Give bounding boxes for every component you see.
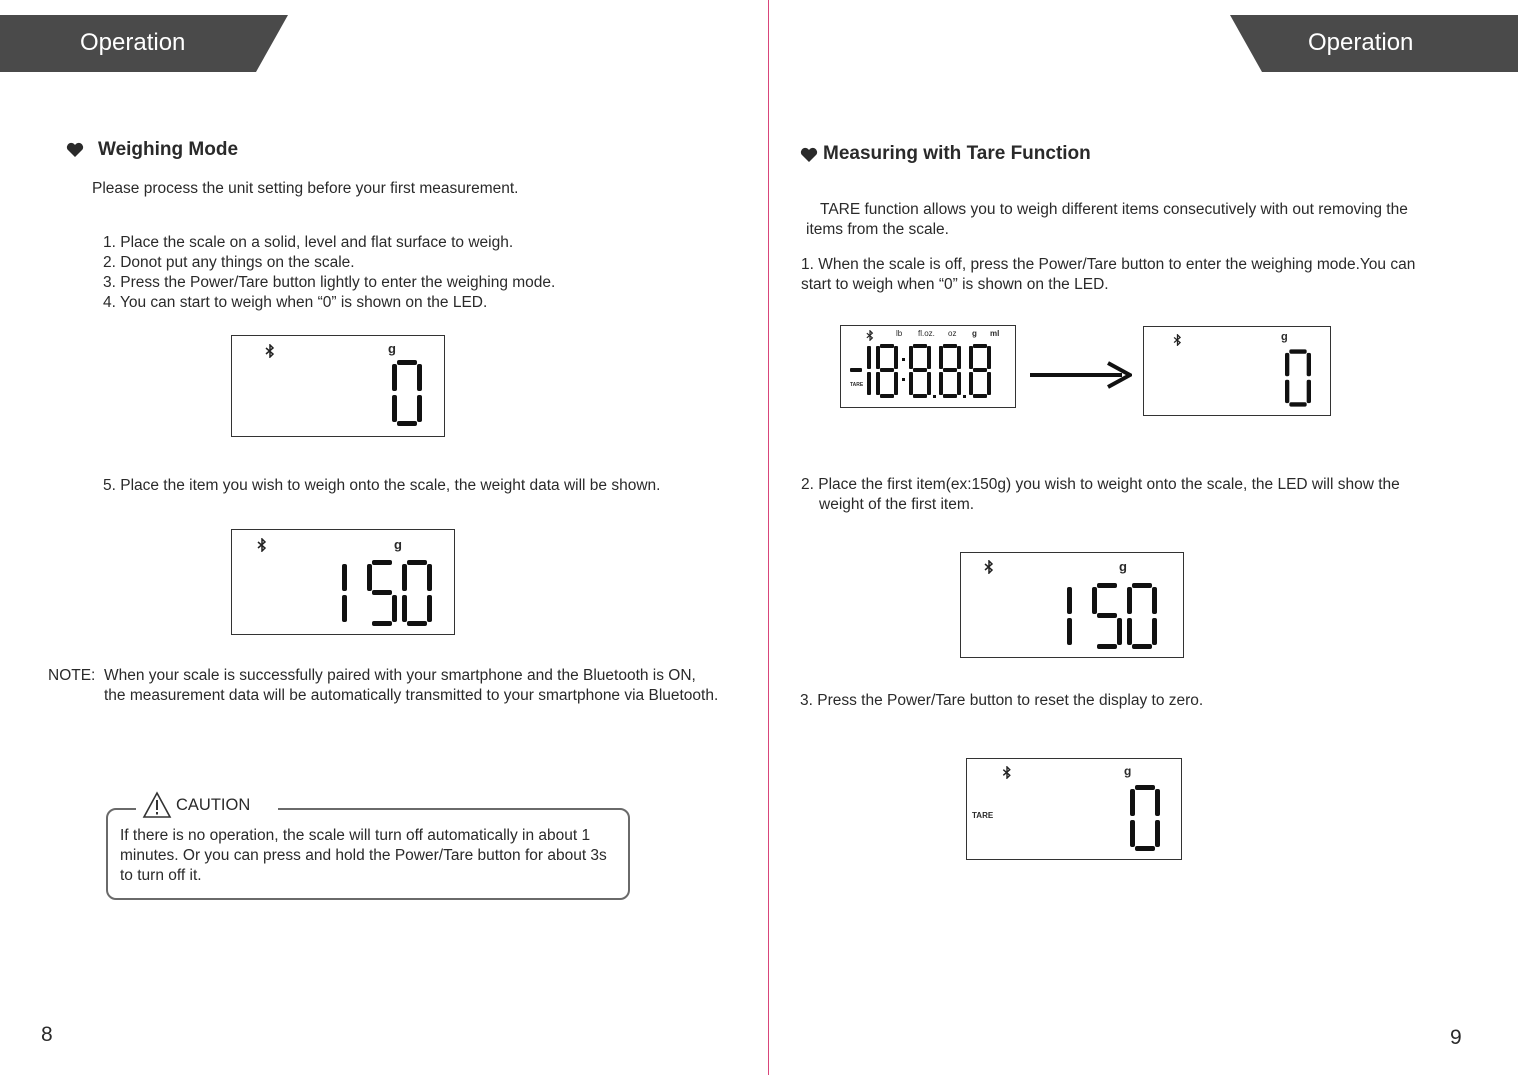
caution-header: [136, 790, 278, 820]
page-number-right: 9: [1450, 1026, 1462, 1049]
lcd-display-zero: [231, 335, 445, 437]
tare-label: TARE: [850, 382, 864, 388]
unit-oz: oz: [948, 329, 957, 338]
right-banner-title: Operation: [1308, 29, 1414, 56]
unit-lb: lb: [896, 329, 903, 338]
weighing-intro: Please process the unit setting before your first measurement.: [92, 180, 519, 197]
seven-segment-digits: [849, 344, 1009, 400]
unit-g: g: [972, 329, 977, 338]
page-number-left: 8: [41, 1023, 53, 1046]
lcd-display-zero: [1143, 326, 1331, 416]
lcd-display-all-segments: [840, 325, 1016, 408]
bluetooth-icon: [1002, 766, 1012, 779]
seven-segment-digits: [392, 360, 422, 426]
tare-intro: TARE function allows you to weigh different items consecutively with out removing the items from the scale.: [806, 201, 1408, 238]
lcd-display-150: [960, 552, 1184, 658]
unit-floz: fl.oz.: [918, 329, 935, 338]
caution-title: CAUTION: [176, 796, 251, 814]
lcd-display-150: [231, 529, 455, 635]
lcd-value: [392, 360, 422, 426]
seven-segment-digits: [340, 560, 432, 626]
bluetooth-icon: [257, 538, 267, 552]
tare-label: TARE: [972, 811, 994, 820]
note-line-1: When your scale is successfully paired with your smartphone and the Bluetooth is ON,: [104, 667, 696, 684]
bluetooth-icon: [265, 344, 275, 358]
warning-icon: [142, 791, 172, 819]
unit-label: g: [1119, 559, 1127, 574]
lcd-display-tare-zero: [966, 758, 1182, 860]
list-item: 4. You can start to weigh when “0” is shown on the LED.: [103, 294, 488, 311]
bluetooth-icon: [1173, 334, 1182, 346]
list-item: 3. Press the Power/Tare button lightly to enter the weighing mode.: [103, 274, 556, 291]
unit-label: g: [388, 341, 396, 356]
list-item: 2. Donot put any things on the scale.: [103, 254, 355, 271]
unit-ml: ml: [990, 329, 1000, 338]
arrow-right-icon: [1030, 360, 1132, 390]
section-title-tare: Measuring with Tare Function: [823, 143, 1091, 164]
tare-step-1: 1. When the scale is off, press the Power/Tare button to enter the weighing mode.You can start to weigh when “0” is shown on the LED.: [801, 256, 1416, 293]
bluetooth-icon: [866, 330, 874, 341]
section-title-weighing-mode: Weighing Mode: [98, 139, 239, 160]
list-item: 1. Place the scale on a solid, level and flat surface to weigh.: [103, 234, 514, 251]
weighing-steps-list: [103, 233, 555, 313]
page-divider: [768, 0, 769, 1075]
tare-step-2-line-1: 2. Place the first item(ex:150g) you wish to weight onto the scale, the LED will show the: [801, 476, 1400, 493]
step-5: 5. Place the item you wish to weigh onto the scale, the weight data will be shown.: [103, 477, 661, 494]
seven-segment-digits: [1285, 349, 1311, 407]
note-label: NOTE:: [48, 667, 96, 684]
left-banner-title: Operation: [80, 29, 186, 56]
heart-icon: [66, 142, 84, 158]
unit-label: g: [1281, 331, 1288, 343]
heart-icon: [800, 147, 818, 163]
seven-segment-digits: [1065, 583, 1157, 649]
seven-segment-digits: [1130, 785, 1160, 851]
unit-label: g: [1124, 764, 1132, 778]
tare-step-3: 3. Press the Power/Tare button to reset the display to zero.: [800, 692, 1204, 709]
caution-box: [106, 808, 630, 900]
bluetooth-icon: [984, 560, 994, 574]
note-line-2: the measurement data will be automatically transmitted to your smartphone via Bluetooth.: [104, 687, 719, 704]
tare-step-2-line-2: weight of the first item.: [819, 496, 975, 513]
caution-text: If there is no operation, the scale will turn off automatically in about 1 minutes. Or you can press and hold the Power/Tare button for about 3s to turn off it.: [120, 827, 607, 884]
unit-label: g: [394, 537, 402, 552]
